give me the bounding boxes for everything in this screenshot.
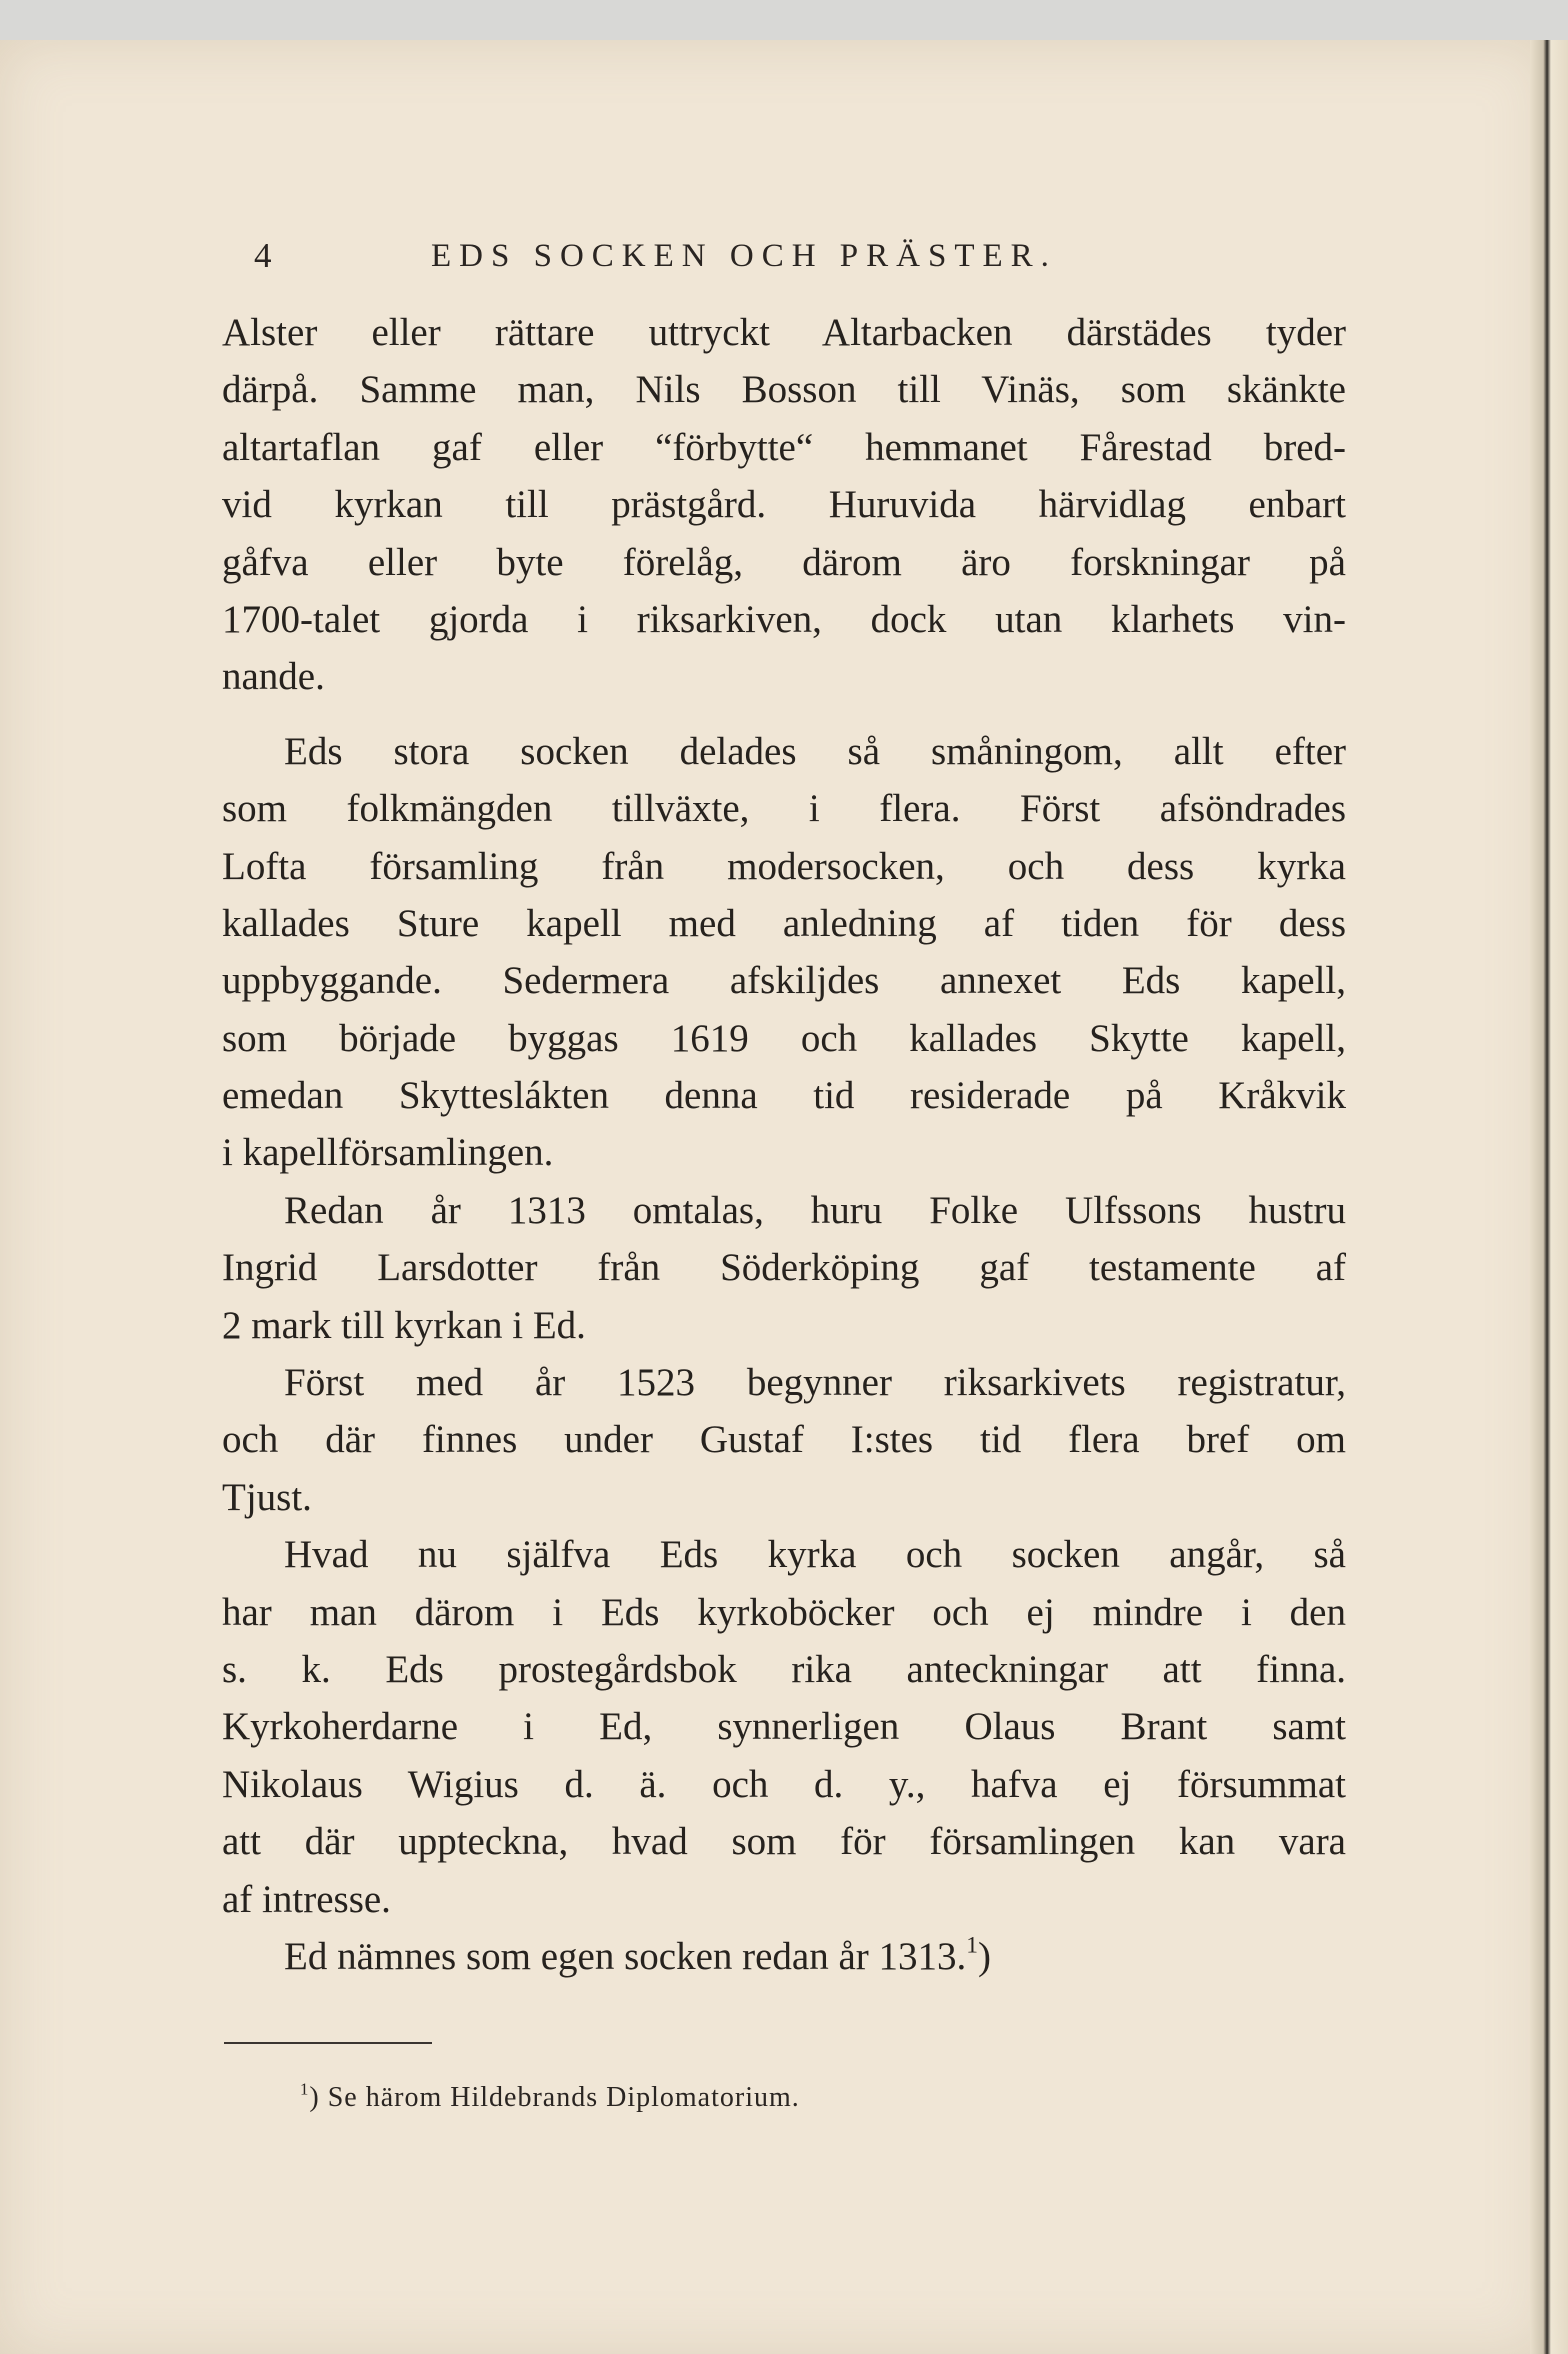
page-number: 4 — [254, 236, 272, 275]
text-line: Tjust. — [222, 1475, 312, 1519]
text-line: Kyrkoherdarne i Ed, synnerligen Olaus Brant samt — [222, 1705, 1346, 1749]
text-line: Hvad nu själfva Eds kyrka och socken angår, så — [284, 1533, 1346, 1577]
running-head — [246, 232, 1146, 280]
text-line: Alster eller rättare uttryckt Altarbacken därstädes tyder — [222, 311, 1346, 354]
footnote-reference: 1 — [966, 1932, 978, 1959]
paragraph-5 — [222, 1526, 1346, 1928]
text-line: Lofta församling från modersocken, och dess kyrka — [222, 844, 1346, 888]
footnote-reference-paren: ) — [978, 1934, 991, 1978]
text-line: 2 mark till kyrkan i Ed. — [222, 1303, 586, 1347]
text-line: kallades Sture kapell med anledning af tiden för dess — [222, 901, 1346, 945]
text-line: af intresse. — [222, 1877, 391, 1921]
paragraph-gap — [222, 706, 1346, 723]
text-line: altartaflan gaf eller “förbytte“ hemmanet Fårestad bred- — [222, 425, 1346, 469]
text-line: Först med år 1523 begynner riksarkivets registratur, — [284, 1361, 1346, 1405]
text-line: och där finnes under Gustaf I:stes tid flera bref om — [222, 1418, 1346, 1462]
text-line-with-note — [222, 1928, 1346, 1985]
text-line: 1700-talet gjorda i riksarkiven, dock utan klarhets vin- — [222, 597, 1346, 641]
footnote-text: ) Se härom Hildebrands Diplomatorium. — [309, 2082, 800, 2113]
text-line: uppbyggande. Sedermera afskiljdes annexet Eds kapell, — [222, 959, 1346, 1003]
text-line: har man därom i Eds kyrkoböcker och ej mindre i den — [222, 1590, 1346, 1634]
running-title: EDS SOCKEN OCH PRÄSTER. — [431, 238, 1057, 274]
footnote-mark: 1 — [300, 2079, 310, 2099]
text-line: Ingrid Larsdotter från Söderköping gaf testamente af — [222, 1246, 1346, 1290]
paragraph-2 — [222, 723, 1346, 1182]
text-line: som började byggas 1619 och kallades Skytte kapell, — [222, 1016, 1346, 1060]
text-line: Nikolaus Wigius d. ä. och d. y., hafva ej försummat — [222, 1762, 1346, 1806]
text-line: Ed nämnes som egen socken redan år 1313. — [284, 1934, 967, 1978]
text-line: nande. — [222, 655, 325, 699]
text-line: Eds stora socken delades så småningom, allt efter — [284, 729, 1346, 773]
paragraph-6 — [222, 1928, 1346, 1985]
footnote-rule — [224, 2042, 432, 2044]
body-text — [222, 304, 1346, 1985]
text-line: gåfva eller byte förelåg, därom äro forskningar på — [222, 540, 1346, 584]
page-edge — [1530, 40, 1568, 2354]
text-line: att där uppteckna, hvad som för församlingen kan vara — [222, 1820, 1346, 1864]
paragraph-1 — [222, 304, 1346, 706]
text-line: Redan år 1313 omtalas, huru Folke Ulfssons hustru — [284, 1188, 1346, 1232]
text-line: därpå. Samme man, Nils Bosson till Vinäs, som skänkte — [222, 368, 1346, 412]
text-line: vid kyrkan till prästgård. Huruvida härvidlag enbart — [222, 483, 1346, 527]
text-line: s. k. Eds prostegårdsbok rika anteckningar att finna. — [222, 1647, 1346, 1691]
footnote — [300, 2076, 800, 2120]
paragraph-4 — [222, 1354, 1346, 1526]
paragraph-3 — [222, 1182, 1346, 1354]
scanner-background — [0, 0, 1568, 42]
text-line: i kapellförsamlingen. — [222, 1131, 554, 1175]
text-line: emedan Skytteslákten denna tid residerade på Kråkvik — [222, 1074, 1346, 1118]
text-line: som folkmängden tillväxte, i flera. Först afsöndrades — [222, 787, 1346, 831]
